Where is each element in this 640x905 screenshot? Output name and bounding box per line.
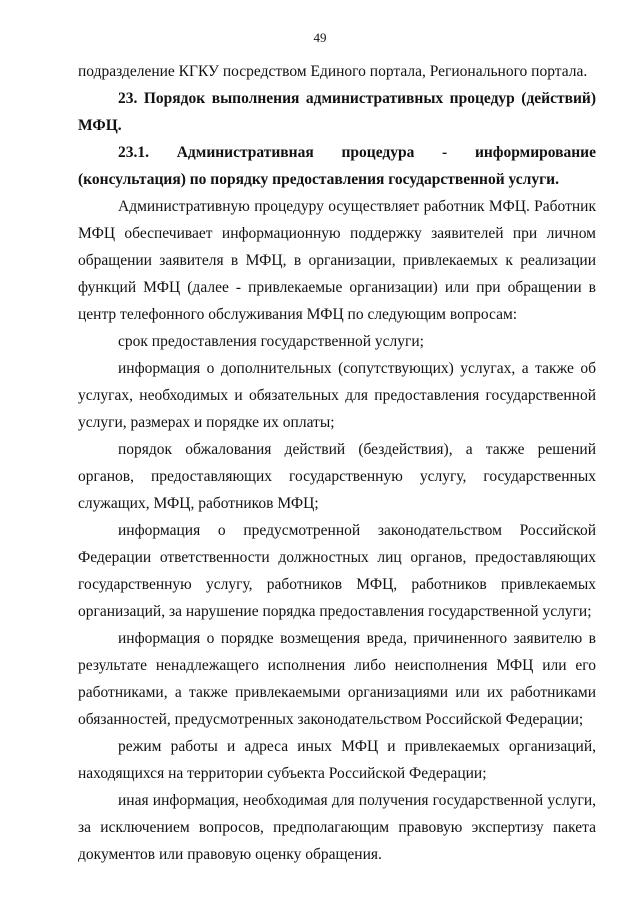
list-item-liability-info: информация о предусмотренной законодательством Российской Федерации ответственности должностных лиц органов, предоставляющих государственную услугу, работников МФЦ, работников привлекаемых организаций, за нарушение порядка предоставления государственной услуги;	[78, 522, 596, 620]
section-heading-23-1: 23.1. Административная процедура - информирование (консультация) по порядку предоставления государственной услуги.	[78, 144, 596, 188]
list-item-service-term: срок предоставления государственной услуги;	[118, 333, 424, 350]
list-item-work-schedule: режим работы и адреса иных МФЦ и привлекаемых организаций, находящихся на территории субъекта Российской Федерации;	[78, 738, 596, 782]
list-item-appeal-procedure: порядок обжалования действий (бездействия), а также решений органов, предоставляющих государственную услугу, государственных служащих, МФЦ, работников МФЦ;	[78, 441, 596, 512]
paragraph-procedure-description: Административную процедуру осуществляет работник МФЦ. Работник МФЦ обеспечивает информационную поддержку заявителей при личном обращении заявителя в МФЦ, в организации, привлекаемых к реализации функций МФЦ (далее - привлекаемые организации) или при обращении в центр телефонного обслуживания МФЦ по следующим вопросам:	[78, 198, 596, 323]
page-number: 49	[313, 30, 327, 45]
document-body	[78, 58, 596, 868]
paragraph-intro-continuation: подразделение КГКУ посредством Единого портала, Регионального портала.	[78, 63, 588, 80]
list-item-additional-services: информация о дополнительных (сопутствующих) услугах, а также об услугах, необходимых и обязательных для предоставления государственной услуги, размерах и порядке их оплаты;	[78, 360, 596, 431]
section-heading-23: 23. Порядок выполнения административных процедур (действий) МФЦ.	[78, 90, 596, 134]
list-item-damage-compensation: информация о порядке возмещения вреда, причиненного заявителю в результате ненадлежащего исполнения либо неисполнения МФЦ или его работниками, а также привлекаемыми организациями или их работниками обязанностей, предусмотренных законодательством Российской Федерации;	[78, 630, 596, 728]
list-item-other-info: иная информация, необходимая для получения государственной услуги, за исключением вопросов, предполагающим правовую экспертизу пакета документов или правовую оценку обращения.	[78, 792, 596, 863]
